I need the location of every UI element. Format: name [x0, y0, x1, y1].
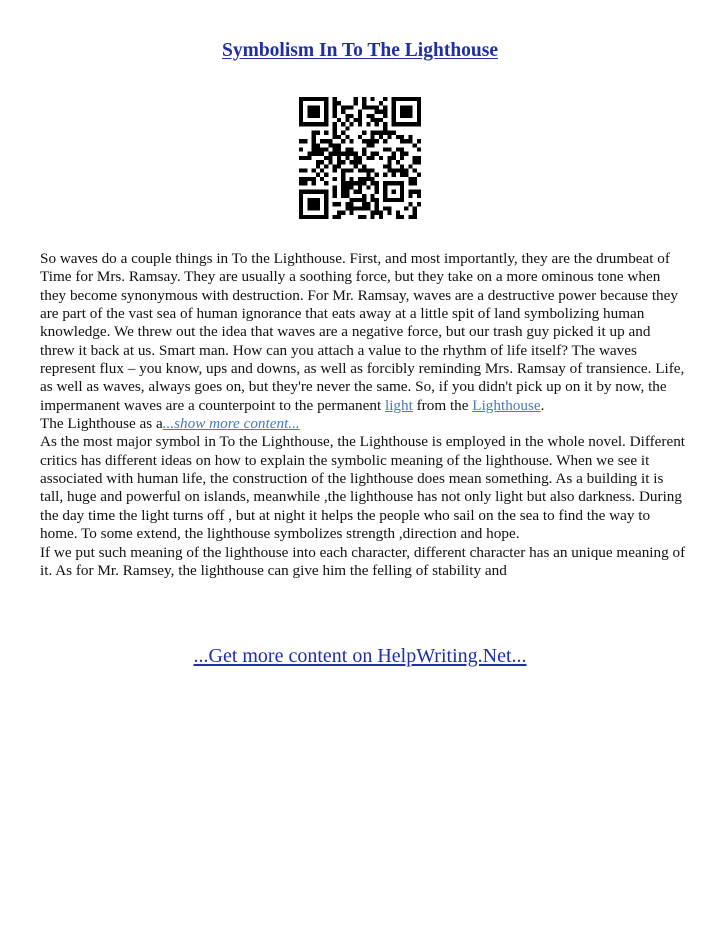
paragraph-waves-text: So waves do a couple things in To the Lighthouse. First, and most importantly, they are the drumbeat of Time for Mrs. Ramsay. They are usually a soothing force, but they take on a more ominous tone when they become synonymous with destruction. For Mr. Ramsay, waves are a destructive power because they are part of the vast sea of human ignorance that eats away at a little spit of land symbolizing human knowledge. We threw out the idea that waves are a negative force, but our trash guy picked it up and threw it back at us. Smart man. How can you attach a value to the rhythm of life itself? The waves represent flux – you know, ups and downs, as well as forcibly reminding Mrs. Ramsay of transience. Life, as well as waves, always goes on, but they're never the same. So, if you didn't pick up on it by now, the impermanent waves are a counterpoint to the permanent	[40, 250, 685, 414]
lighthouse-link[interactable]: Lighthouse	[472, 396, 541, 414]
paragraph-lighthouse-intro-text: The Lighthouse as a	[40, 415, 163, 433]
paragraph-characters: If we put such meaning of the lighthouse into each character, different character has an unique meaning of it. As for Mr. Ramsey, the lighthouse can give him the felling of stability and	[40, 543, 686, 579]
document-title	[0, 38, 720, 64]
paragraph-lighthouse-intro	[40, 415, 686, 433]
paragraph-waves-mid: from the	[412, 396, 473, 414]
paragraph-waves-end: .	[540, 396, 545, 414]
light-link[interactable]: light	[384, 396, 413, 414]
qr-code-icon	[299, 97, 421, 219]
show-more-link[interactable]: ...show more content...	[162, 415, 300, 433]
get-more-content	[0, 643, 720, 669]
article-body	[40, 250, 686, 580]
paragraph-major-symbol: As the most major symbol in To the Lighthouse, the Lighthouse is employed in the whole novel. Different critics has different ideas on how to explain the symbolic meaning of the lighthouse. When we see it associated with human life, the construction of the lighthouse does mean something. As a building it is tall, huge and powerful on islands, meanwhile ,the lighthouse has not only light but also darkness. During the day time the light turns off , but at night it helps the people who sail on the sea to find the way to home. To some extend, the lighthouse symbolizes strength ,direction and hope.	[40, 433, 686, 543]
paragraph-waves	[40, 250, 686, 415]
get-more-content-link[interactable]: ...Get more content on HelpWriting.Net...	[193, 645, 527, 667]
title-link[interactable]: Symbolism In To The Lighthouse	[222, 40, 498, 61]
